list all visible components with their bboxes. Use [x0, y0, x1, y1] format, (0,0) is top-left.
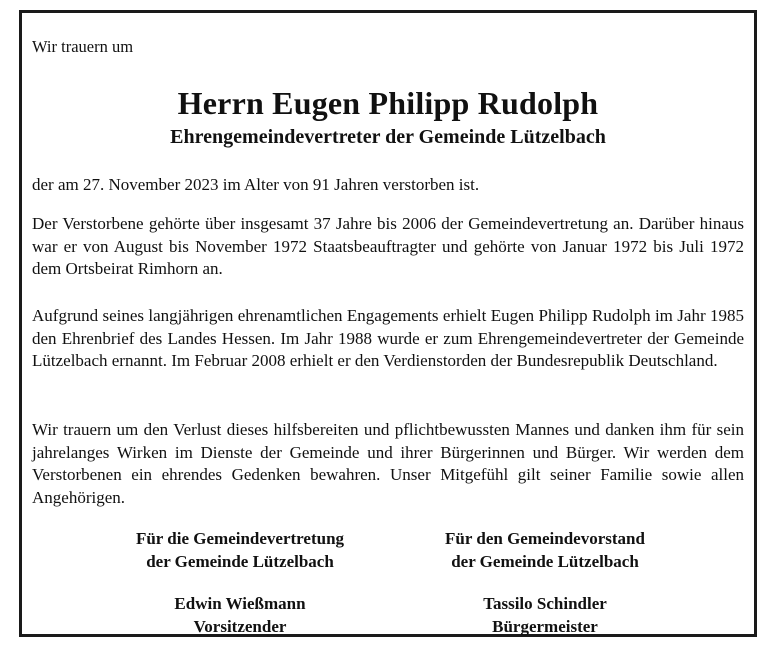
- signature-right-person: [395, 593, 695, 638]
- paragraph-condolences: Wir trauern um den Verlust dieses hilfsbereiten und pflichtbewussten Mannes und danken ihm für sein jahrelanges Wirken im Dienste der Gemeinde und ihrer Bürgerinnen und Bürger. Wir werden dem Verstorbenen ein ehrendes Gedenken bewahren. Unser Mitgefühl gilt seiner Familie sowie allen Angehörigen.: [32, 420, 744, 507]
- paragraph-death-date: der am 27. November 2023 im Alter von 91 Jahren verstorben ist.: [32, 175, 480, 194]
- paragraph-honours: Aufgrund seines langjährigen ehrenamtlichen Engagements erhielt Eugen Philipp Rudolph im Jahr 1985 den Ehrenbrief des Landes Hessen. Im Jahr 1988 wurde er zum Ehrengemeindevertreter der Gemeinde Lützelbach ernannt. Im Februar 2008 erhielt er den Verdienstorden der Bundesrepublik Deutschland.: [32, 306, 744, 370]
- signature-right-name: Tassilo Schindler: [483, 594, 607, 613]
- signature-right-title: Bürgermeister: [492, 616, 598, 636]
- intro-line: Wir trauern um: [32, 37, 134, 56]
- deceased-role: Ehrengemeindevertreter der Gemeinde Lützelbach: [170, 126, 606, 148]
- signature-left-person: [90, 593, 390, 638]
- signature-left-name: Edwin Wießmann: [174, 594, 306, 613]
- signature-left-title: Vorsitzender: [193, 616, 287, 636]
- paragraph-service: Der Verstorbene gehörte über insgesamt 37 Jahre bis 2006 der Gemeindevertretung an. Darüber hinaus war er von August bis November 1972 Staatsbeauftragter und gehörte von Januar 1972 bis Juli 1972 dem Ortsbeirat Rimhorn an.: [32, 214, 744, 278]
- deceased-name: Herrn Eugen Philipp Rudolph: [177, 85, 599, 121]
- signature-left-org-line2: der Gemeinde Lützelbach: [146, 551, 334, 571]
- signature-right-org-line2: der Gemeinde Lützelbach: [451, 551, 639, 571]
- signature-left-org-line1: Für die Gemeindevertretung: [135, 529, 345, 548]
- signature-right-org-line1: Für den Gemeindevorstand: [445, 529, 645, 548]
- obituary-notice: [19, 10, 757, 637]
- signature-left-organization: [90, 528, 390, 573]
- signature-right-organization: [395, 528, 695, 573]
